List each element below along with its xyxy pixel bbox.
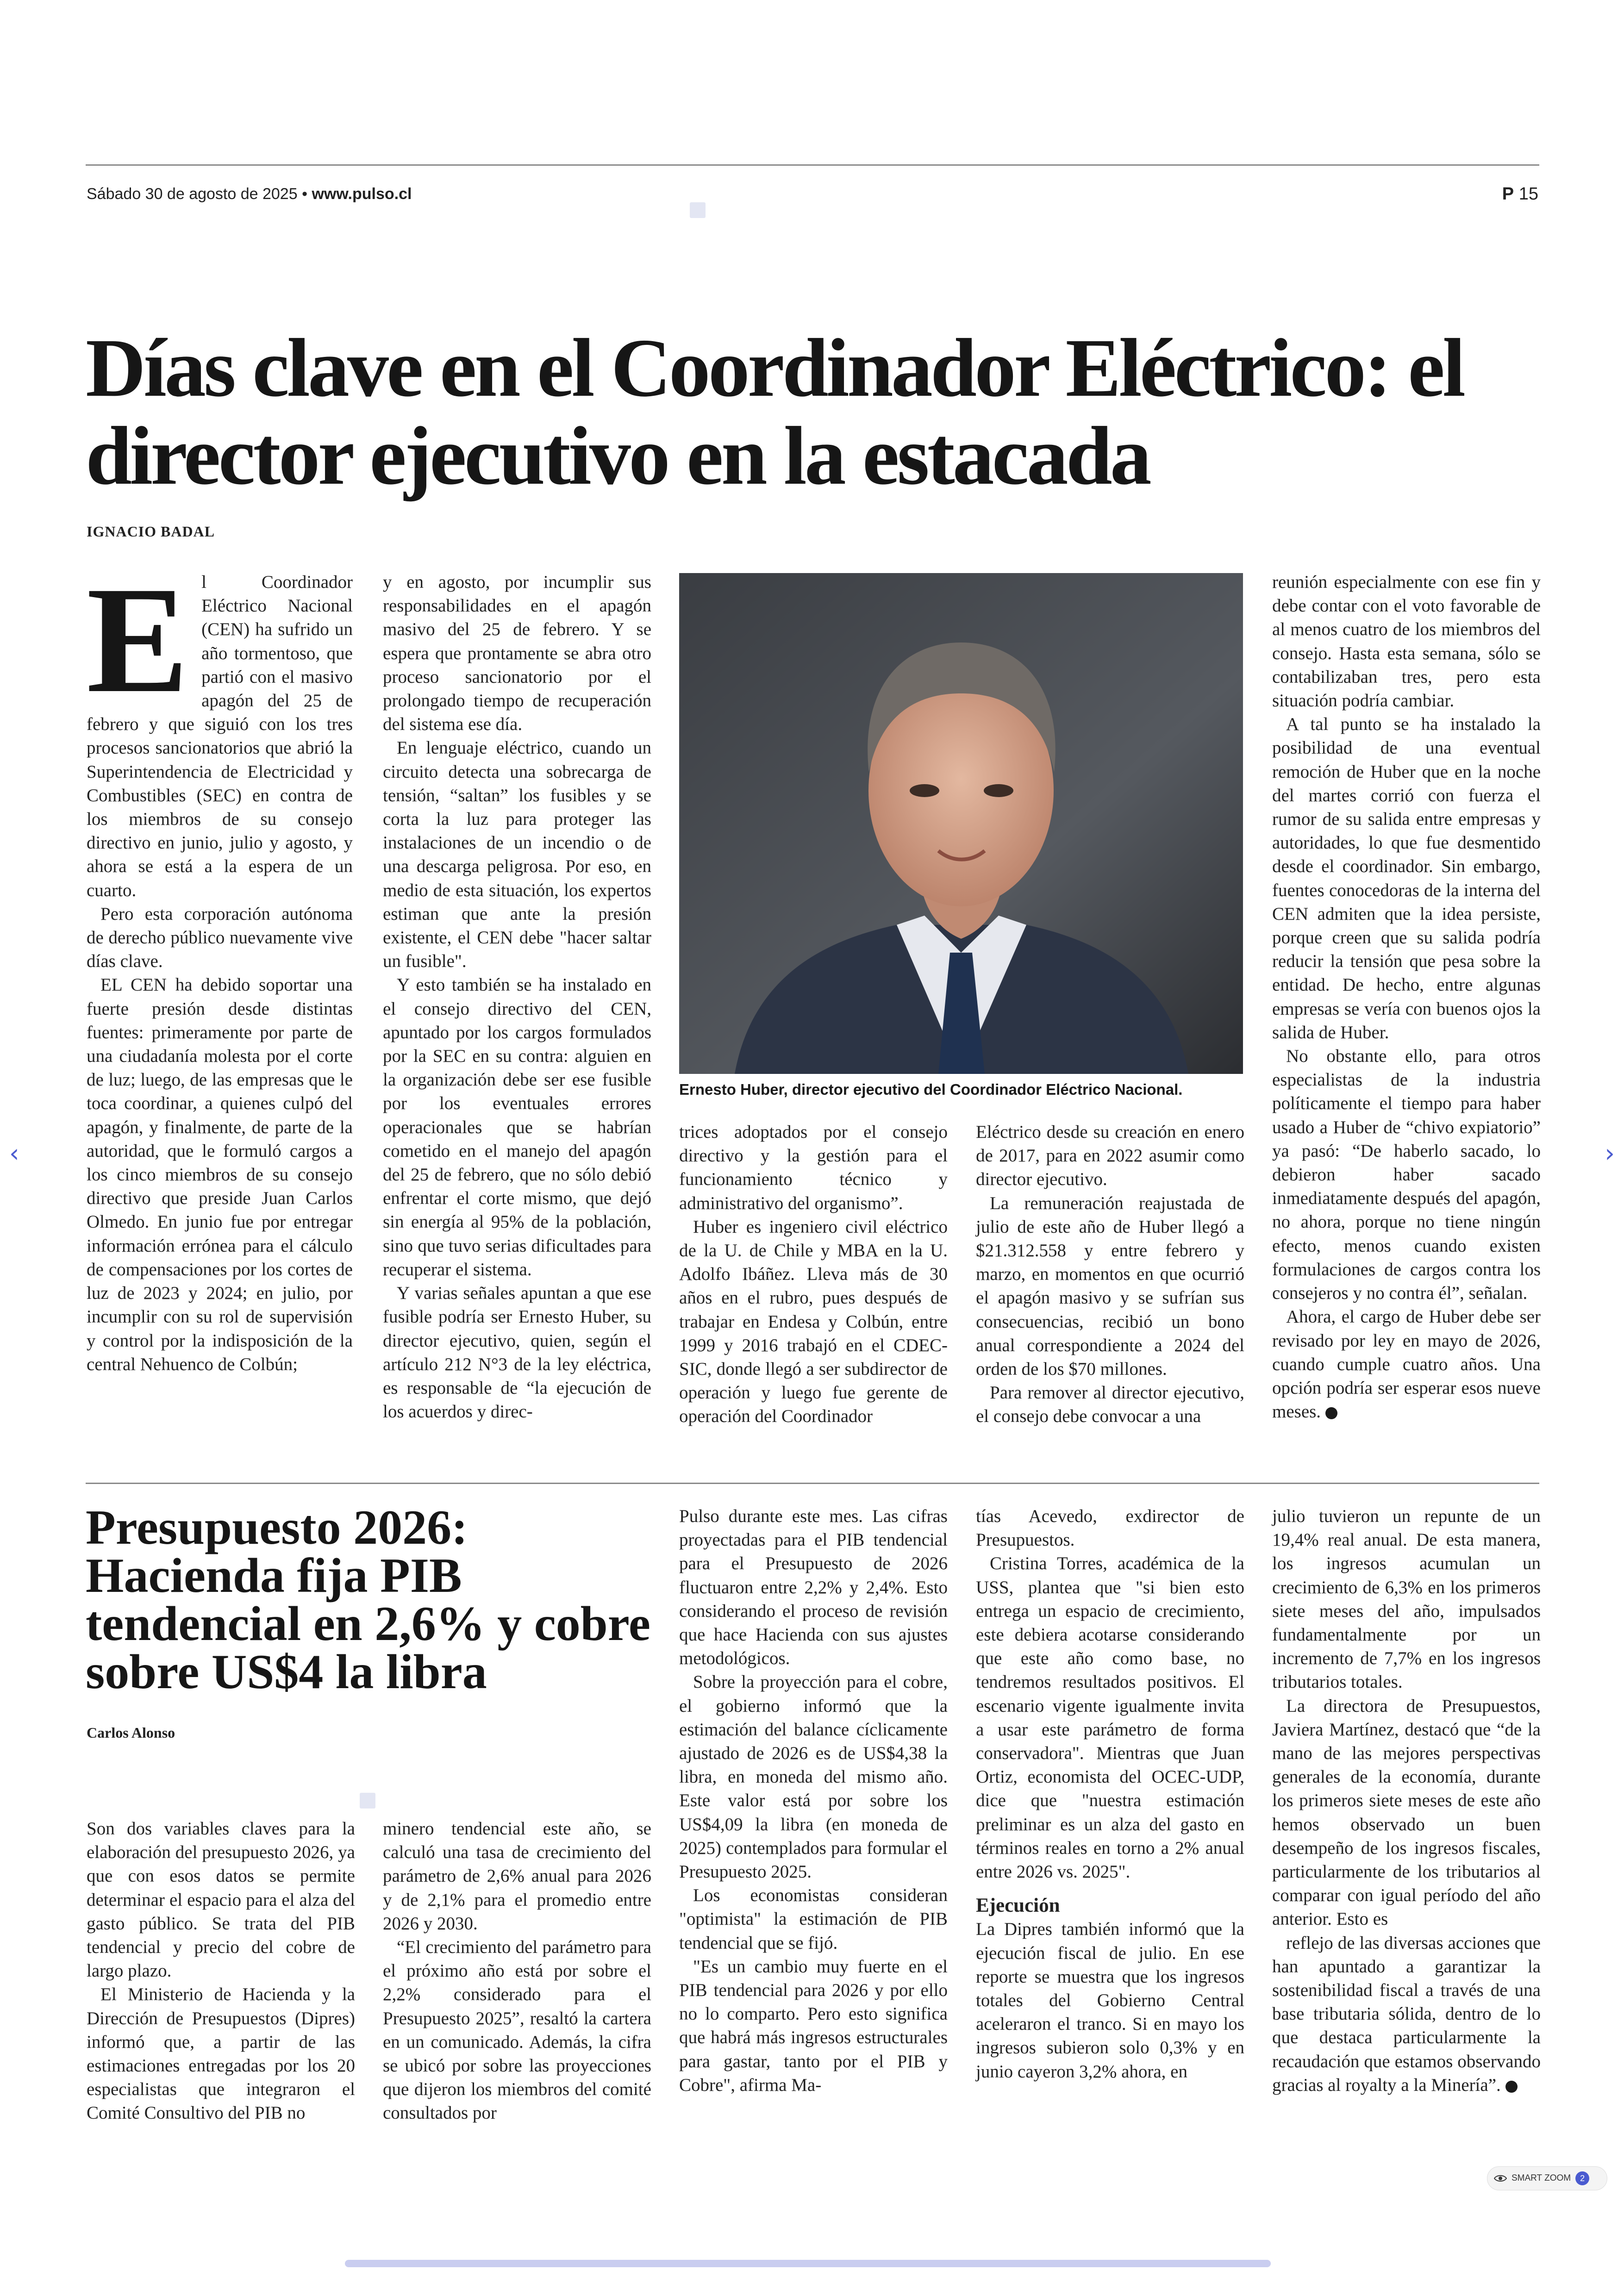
paragraph: Cristina Torres, académica de la USS, plantea que "si bien esto entrega un espacio de crecimiento, este debiera acotarse considerando que este año como base, no tendremos resultados positivos. El escenario vigente igualmente invita a usar este parámetro de forma conservadora". Mientras que Juan Ortiz, economista del OCEC-UDP, dice que "nuestra estimación preliminar es un alza del gasto en términos reales en torno a 2% anual entre 2026 vs. 2025". bbox=[976, 1553, 1244, 1882]
article-column-4 bbox=[976, 1504, 1244, 2083]
smart-zoom-badge: 2 bbox=[1575, 2171, 1589, 2185]
paragraph: La Dipres también informó que la ejecución fiscal de julio. En ese reporte se muestra que los ingresos totales del Gobierno Central aceleraron el tranco. Si en mayo los ingresos subieron solo 0,3% y en junio cayeron 3,2% ahora, en bbox=[976, 1919, 1244, 2082]
article-column-2 bbox=[383, 1817, 651, 2125]
paragraph: Eléctrico desde su creación en enero de 2017, para en 2022 asumir como director ejecutivo. bbox=[976, 1122, 1244, 1190]
drop-cap: E bbox=[87, 555, 189, 724]
paragraph: EL CEN ha debido soportar una fuerte presión desde distintas fuentes: primeramente por parte de una ciudadanía molesta por el corte de luz; luego, de las empresas que le toca coordinar, a quienes culpó del apagón, y finalmente, de parte de la autoridad, que le formuló cargos a los cinco miembros de su consejo directivo que preside Juan Carlos Olmedo. En junio fue por entregar información errónea para el cálculo de compensaciones por los cortes de luz de 2023 y 2024; en julio, por incumplir con su rol de supervisión y control por la indisposición de la central Nehuenco de Colbún; bbox=[87, 975, 353, 1374]
annotation-marker[interactable] bbox=[690, 202, 706, 218]
eye-icon bbox=[1494, 2174, 1507, 2183]
annotation-marker[interactable] bbox=[360, 1793, 375, 1809]
portrait-illustration bbox=[679, 573, 1243, 1074]
chevron-left-icon[interactable]: ‹ bbox=[9, 1139, 19, 1168]
page-prefix: P bbox=[1502, 184, 1514, 204]
paragraph: Pero esta corporación autónoma de derecho público nuevamente vive días clave. bbox=[87, 904, 353, 972]
paragraph: Para remover al director ejecutivo, el consejo debe convocar a una bbox=[976, 1383, 1244, 1427]
site-url: www.pulso.cl bbox=[312, 185, 412, 203]
paragraph: Huber es ingeniero civil eléctrico de la U. de Chile y MBA en la U. Adolfo Ibáñez. Lleva más de 30 años en el rubro, pues después de trabajar en Endesa y Colbún, entre 1999 y 2016 trabajó en el CDEC-SIC, donde llegó a ser subdirector de operación y luego fue gerente de operación del Coordinador bbox=[679, 1216, 948, 1427]
article-column-5 bbox=[1272, 570, 1541, 1423]
page-number bbox=[1502, 184, 1538, 204]
portrait-photo bbox=[679, 573, 1243, 1074]
article-column-3 bbox=[679, 1120, 948, 1428]
article-column-3 bbox=[679, 1504, 948, 2097]
paragraph: “El crecimiento del parámetro para el próximo año está por sobre el 2,2% considerado para el Presupuesto 2025”, resaltó la cartera en un comunicado. Además, la cifra se ubicó por sobre las proyecciones que dijeron los miembros del comité consultados por bbox=[383, 1937, 651, 2123]
paragraph: En lenguaje eléctrico, cuando un circuito detecta una sobrecarga de tensión, “saltan” los fusibles y se corta la luz para proteger las instalaciones de un incendio o de una descarga peligrosa. Por eso, en medio de esta situación, los expertos estiman que ante la presión existente, el CEN debe "hacer saltar un fusible". bbox=[383, 738, 651, 972]
article-byline: Carlos Alonso bbox=[87, 1724, 175, 1741]
paragraph-text: Ahora, el cargo de Huber debe ser revisado por ley en mayo de 2026, cuando cumple cuatro años. Una opción podría ser esperar esos nueve meses. bbox=[1272, 1307, 1541, 1422]
paragraph: y en agosto, por incumplir sus responsabilidades en el apagón masivo del 25 de febrero. Y se espera que prontamente se abra otro proceso sancionatorio por el prolongado tiempo de recuperación del sistema ese día. bbox=[383, 572, 651, 735]
paragraph: minero tendencial este año, se calculó una tasa de crecimiento del parámetro de 2,6% anual para 2026 y de 2,1% para el promedio entre 2026 y 2030. bbox=[383, 1819, 651, 1933]
paragraph bbox=[1272, 1305, 1541, 1423]
paragraph: El Ministerio de Hacienda y la Dirección de Presupuestos (Dipres) informó que, a partir de las estimaciones entregadas por los 20 especialistas que integraron el Comité Consultivo del PIB no bbox=[87, 1984, 355, 2123]
photo-caption: Ernesto Huber, director ejecutivo del Coordinador Eléctrico Nacional. bbox=[679, 1081, 1183, 1098]
article-headline: Días clave en el Coordinador Eléctrico: el director ejecutivo en la estacada bbox=[86, 322, 1464, 502]
horizontal-scrollbar[interactable] bbox=[345, 2260, 1271, 2267]
paragraph: julio tuvieron un repunte de un 19,4% real anual. De esta manera, los ingresos acumulan un crecimiento de 6,3% en los primeros siete meses del año, impulsados fundamentalmente por un incremento de 7,7% en los ingresos tributarios totales. bbox=[1272, 1506, 1541, 1692]
chevron-right-icon[interactable]: › bbox=[1605, 1139, 1615, 1168]
smart-zoom-button[interactable] bbox=[1487, 2166, 1607, 2190]
section-subhead: Ejecución bbox=[976, 1895, 1060, 1917]
article-column-5 bbox=[1272, 1504, 1541, 2097]
paragraph bbox=[1272, 1931, 1541, 2097]
article-column-4 bbox=[976, 1120, 1244, 1428]
paragraph: l Coordinador Eléctrico Nacional (CEN) ha sufrido un año tormentoso, que partió con el masivo apagón del 25 de febrero y que siguió con los tres procesos sancionatorios que abrió la Superintendencia de Electricidad y Combustibles (SEC) en contra de los miembros de su consejo directivo en junio, julio y agosto, y ahora se está a la espera de un cuarto. bbox=[87, 572, 353, 900]
paragraph: No obstante ello, para otros especialistas de la industria políticamente el tiempo para haber usado a Huber de “chivo expiatorio” ya pasó: “De haberlo sacado, lo debieron haber sacado inmediatamente después del apagón, no ahora, porque no tiene ningún efecto, menos cuando existen formulaciones de cargos contra los consejeros y no contra él”, señalan. bbox=[1272, 1046, 1541, 1303]
paragraph: Son dos variables claves para la elaboración del presupuesto 2026, ya que con esos datos se permite determinar el espacio para el alza del gasto público. Se trata del PIB tendencial y precio del cobre de largo plazo. bbox=[87, 1819, 355, 1981]
page-number-value: 15 bbox=[1518, 184, 1538, 204]
paragraph: Y esto también se ha instalado en el consejo directivo del CEN, apuntado por los cargos formulados por la SEC en su contra: alguien en la organización debe ser ese fusible por los eventuales errores operacionales que se habrían cometido en el manejo del apagón del 25 de febrero, que no sólo debió enfrentar el corte mismo, que dejó sin energía al 95% de la población, sino que tuvo serias dificultades para recuperar el sistema. bbox=[383, 975, 651, 1279]
paragraph-text: reflejo de las diversas acciones que han apuntado a garantizar la sostenibilidad fiscal a través de una base tributaria sólida, dentro de lo que destaca particularmente la recaudación que estamos observando gracias al royalty a la Minería”. bbox=[1272, 1933, 1541, 2095]
smart-zoom-label: SMART ZOOM bbox=[1512, 2173, 1571, 2183]
article-column-1 bbox=[87, 555, 353, 1376]
paragraph: tías Acevedo, exdirector de Presupuestos. bbox=[976, 1506, 1244, 1550]
paragraph: "Es un cambio muy fuerte en el PIB tendencial para 2026 y por ello no lo comparto. Pero esto significa que habrá más ingresos estructurales para gastar, tanto por el PIB y Cobre", afirma Ma- bbox=[679, 1956, 948, 2095]
paragraph: La remuneración reajustada de julio de este año de Huber llegó a $21.312.558 y entre febrero y marzo, en momentos en que ocurrió el apagón masivo y se sufrían sus consecuencias, recibió un bono anual correspondiente a 2024 del orden de los $70 millones. bbox=[976, 1193, 1244, 1379]
article-column-2 bbox=[383, 570, 651, 1423]
article-byline: IGNACIO BADAL bbox=[87, 523, 215, 540]
issue-date bbox=[87, 185, 412, 203]
article-column-1 bbox=[87, 1817, 355, 2125]
paragraph: Sobre la proyección para el cobre, el gobierno informó que la estimación del balance cíclicamente ajustado de 2026 es de US$4,38 la libra, en moneda del mismo año. Este valor está por sobre los US$4,09 la libra (en moneda de 2025) contemplados para formular el Presupuesto 2025. bbox=[679, 1672, 948, 1882]
paragraph: Y varias señales apuntan a que ese fusible podría ser Ernesto Huber, su director ejecutivo, quien, según el artículo 212 N°3 de la ley eléctrica, es responsable de “la ejecución de los acuerdos y direc- bbox=[383, 1283, 651, 1422]
end-mark-icon: P bbox=[1325, 1407, 1337, 1419]
paragraph: Los economistas consideran "optimista" la estimación de PIB tendencial que se fijó. bbox=[679, 1885, 948, 1953]
paragraph: trices adoptados por el consejo directivo y la gestión para el funcionamiento técnico y administrativo del organismo”. bbox=[679, 1122, 948, 1213]
paragraph: Pulso durante este mes. Las cifras proyectadas para el PIB tendencial para el Presupuesto de 2026 fluctuaron entre 2,2% y 2,4%. Esto considerando el proceso de revisión que hace Hacienda con sus ajustes metodológicos. bbox=[679, 1506, 948, 1669]
top-rule bbox=[86, 164, 1539, 166]
paragraph: A tal punto se ha instalado la posibilidad de una eventual remoción de Huber que en la noche del martes corrió con fuerza el rumor de su salida entre empresas y autoridades, lo que fue desmentido desde el coordinador. Sin embargo, fuentes conocedoras de la interna del CEN admiten que la idea persiste, porque creen que su salida podría reducir la tensión que pesa sobre la entidad. De hecho, entre algunas empresas se vería con buenos ojos la salida de Huber. bbox=[1272, 714, 1541, 1042]
end-mark-icon: P bbox=[1505, 2081, 1518, 2093]
section-rule bbox=[86, 1483, 1539, 1484]
paragraph: La directora de Presupuestos, Javiera Martínez, destacó que “de la mano de las mejores perspectivas generales de la economía, durante los primeros siete meses de este año hemos observado un buen desempeño de los ingresos fiscales, particularmente de los tributarios al comparar con igual período del año anterior. Esto es bbox=[1272, 1696, 1541, 1929]
date-text: Sábado 30 de agosto de 2025 • bbox=[87, 185, 312, 203]
paragraph: reunión especialmente con ese fin y debe contar con el voto favorable de al menos cuatro de los miembros del consejo. Hasta esta semana, sólo se contabilizaban tres, pero esta situación podría cambiar. bbox=[1272, 572, 1541, 711]
article-headline: Presupuesto 2026: Hacienda fija PIB tendencial en 2,6% y cobre sobre US$4 la libra bbox=[86, 1500, 650, 1699]
